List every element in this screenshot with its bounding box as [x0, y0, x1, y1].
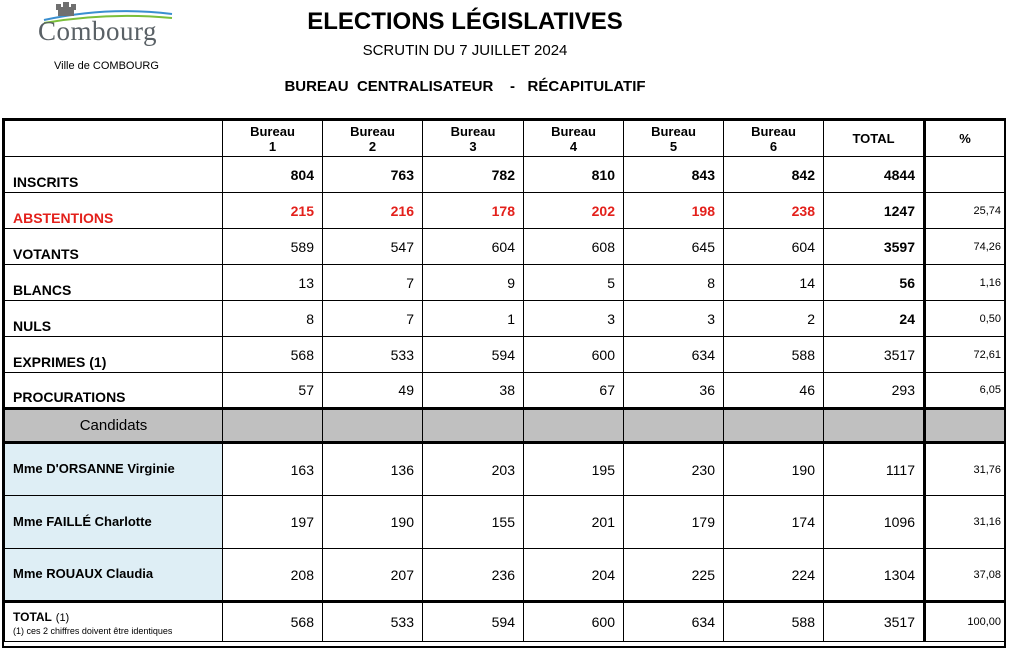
cell: 634: [624, 337, 724, 373]
header-bureau-1: Bureau 1: [223, 121, 323, 157]
cell: 842: [724, 157, 824, 193]
candidate-name: Mme FAILLÉ Charlotte: [5, 496, 223, 549]
cell: 236: [423, 549, 524, 602]
header-bureau-2: Bureau 2: [323, 121, 423, 157]
cell: 8: [223, 301, 323, 337]
combourg-logo: [38, 2, 178, 72]
cell: 49: [323, 373, 423, 409]
total-label-suffix: (1): [55, 612, 70, 624]
table-row: [5, 193, 1005, 229]
total-cell: 3517: [824, 602, 925, 642]
logo-town-name: Combourg: [38, 16, 158, 46]
cell: 804: [223, 157, 323, 193]
total-cell: 1117: [824, 443, 925, 496]
total-footnote: (1) ces 2 chiffres doivent être identiques: [13, 626, 173, 636]
percent-cell: 31,76: [925, 443, 1005, 496]
row-label-blancs: BLANCS: [5, 265, 223, 301]
cell: 5: [524, 265, 624, 301]
page-subtitle: SCRUTIN DU 7 JUILLET 2024: [362, 42, 568, 59]
cell: 7: [323, 265, 423, 301]
total-cell: 3517: [824, 337, 925, 373]
header-bureau-3: Bureau 3: [423, 121, 524, 157]
total-row: [5, 602, 1005, 642]
cell: 225: [624, 549, 724, 602]
total-cell: 3597: [824, 229, 925, 265]
cell: 588: [724, 602, 824, 642]
cell: 195: [524, 443, 624, 496]
cell: [624, 409, 724, 443]
percent-cell: 74,26: [925, 229, 1005, 265]
cell: 67: [524, 373, 624, 409]
cell: 46: [724, 373, 824, 409]
table-row: [5, 265, 1005, 301]
cell: 3: [624, 301, 724, 337]
cell: 179: [624, 496, 724, 549]
cell: 634: [624, 602, 724, 642]
cell: 600: [524, 602, 624, 642]
total-cell: 1096: [824, 496, 925, 549]
cell: 608: [524, 229, 624, 265]
cell: 163: [223, 443, 323, 496]
cell: [824, 409, 925, 443]
cell: 38: [423, 373, 524, 409]
cell: 1: [423, 301, 524, 337]
cell: 782: [423, 157, 524, 193]
cell: 190: [323, 496, 423, 549]
total-cell: 1247: [824, 193, 925, 229]
total-cell: 1304: [824, 549, 925, 602]
header-bureau-6: Bureau 6: [724, 121, 824, 157]
row-label-procurations: PROCURATIONS: [5, 373, 223, 409]
cell: 568: [223, 337, 323, 373]
total-cell: 293: [824, 373, 925, 409]
row-label-exprimes: EXPRIMES (1): [5, 337, 223, 373]
row-label-votants: VOTANTS: [5, 229, 223, 265]
percent-cell: [925, 157, 1005, 193]
cell: 208: [223, 549, 323, 602]
cell: 763: [323, 157, 423, 193]
candidate-row: [5, 443, 1005, 496]
table-row: [5, 373, 1005, 409]
cell: 3: [524, 301, 624, 337]
cell: 14: [724, 265, 824, 301]
cell: 810: [524, 157, 624, 193]
percent-cell: 72,61: [925, 337, 1005, 373]
cell: 207: [323, 549, 423, 602]
cell: [724, 409, 824, 443]
cell: 568: [223, 602, 323, 642]
cell: 2: [724, 301, 824, 337]
percent-cell: 31,16: [925, 496, 1005, 549]
cell: 36: [624, 373, 724, 409]
header-blank: [5, 121, 223, 157]
percent-cell: 6,05: [925, 373, 1005, 409]
candidate-name: Mme ROUAUX Claudia: [5, 549, 223, 602]
row-label-abstentions: ABSTENTIONS: [5, 193, 223, 229]
cell: 216: [323, 193, 423, 229]
cell: 238: [724, 193, 824, 229]
row-label-inscrits: INSCRITS: [5, 157, 223, 193]
percent-cell: 37,08: [925, 549, 1005, 602]
candidats-label: Candidats: [5, 409, 223, 443]
cell: [323, 409, 423, 443]
cell: 201: [524, 496, 624, 549]
cell: 13: [223, 265, 323, 301]
cell: 589: [223, 229, 323, 265]
cell: [524, 409, 624, 443]
cell: 9: [423, 265, 524, 301]
table-row: [5, 229, 1005, 265]
cell: 594: [423, 602, 524, 642]
cell: [223, 409, 323, 443]
cell: [925, 409, 1005, 443]
total-label: TOTAL: [13, 610, 52, 624]
total-label-cell: [5, 602, 223, 642]
cell: 190: [724, 443, 824, 496]
cell: 155: [423, 496, 524, 549]
cell: 843: [624, 157, 724, 193]
cell: [423, 409, 524, 443]
cell: 230: [624, 443, 724, 496]
header-bureau-4: Bureau 4: [524, 121, 624, 157]
row-label-nuls: NULS: [5, 301, 223, 337]
cell: 547: [323, 229, 423, 265]
percent-cell: 100,00: [925, 602, 1005, 642]
cell: 136: [323, 443, 423, 496]
percent-cell: 1,16: [925, 265, 1005, 301]
percent-cell: 25,74: [925, 193, 1005, 229]
cell: 174: [724, 496, 824, 549]
cell: 600: [524, 337, 624, 373]
cell: 197: [223, 496, 323, 549]
header-bureau-5: Bureau 5: [624, 121, 724, 157]
cell: 57: [223, 373, 323, 409]
candidate-row: [5, 496, 1005, 549]
table-row: [5, 157, 1005, 193]
page-title: ELECTIONS LÉGISLATIVES: [307, 8, 623, 35]
header-row: [5, 121, 1005, 157]
total-cell: 4844: [824, 157, 925, 193]
cell: 7: [323, 301, 423, 337]
header-total: TOTAL: [824, 121, 925, 157]
table-row: [5, 337, 1005, 373]
header-percent: %: [925, 121, 1005, 157]
table-row: [5, 301, 1005, 337]
cell: 604: [423, 229, 524, 265]
cell: 224: [724, 549, 824, 602]
section-title: BUREAU CENTRALISATEUR - RÉCAPITULATIF: [284, 78, 646, 95]
cell: 645: [624, 229, 724, 265]
cell: 8: [624, 265, 724, 301]
cell: 204: [524, 549, 624, 602]
cell: 604: [724, 229, 824, 265]
candidate-name: Mme D'ORSANNE Virginie: [5, 443, 223, 496]
total-cell: 56: [824, 265, 925, 301]
percent-cell: 0,50: [925, 301, 1005, 337]
cell: 198: [624, 193, 724, 229]
cell: 533: [323, 602, 423, 642]
cell: 588: [724, 337, 824, 373]
candidate-row: [5, 549, 1005, 602]
cell: 215: [223, 193, 323, 229]
cell: 533: [323, 337, 423, 373]
ville-label: Ville de COMBOURG: [54, 60, 159, 72]
cell: 203: [423, 443, 524, 496]
cell: 594: [423, 337, 524, 373]
cell: 178: [423, 193, 524, 229]
results-table: [4, 120, 1005, 642]
total-cell: 24: [824, 301, 925, 337]
cell: 202: [524, 193, 624, 229]
candidats-separator-row: [5, 409, 1005, 443]
